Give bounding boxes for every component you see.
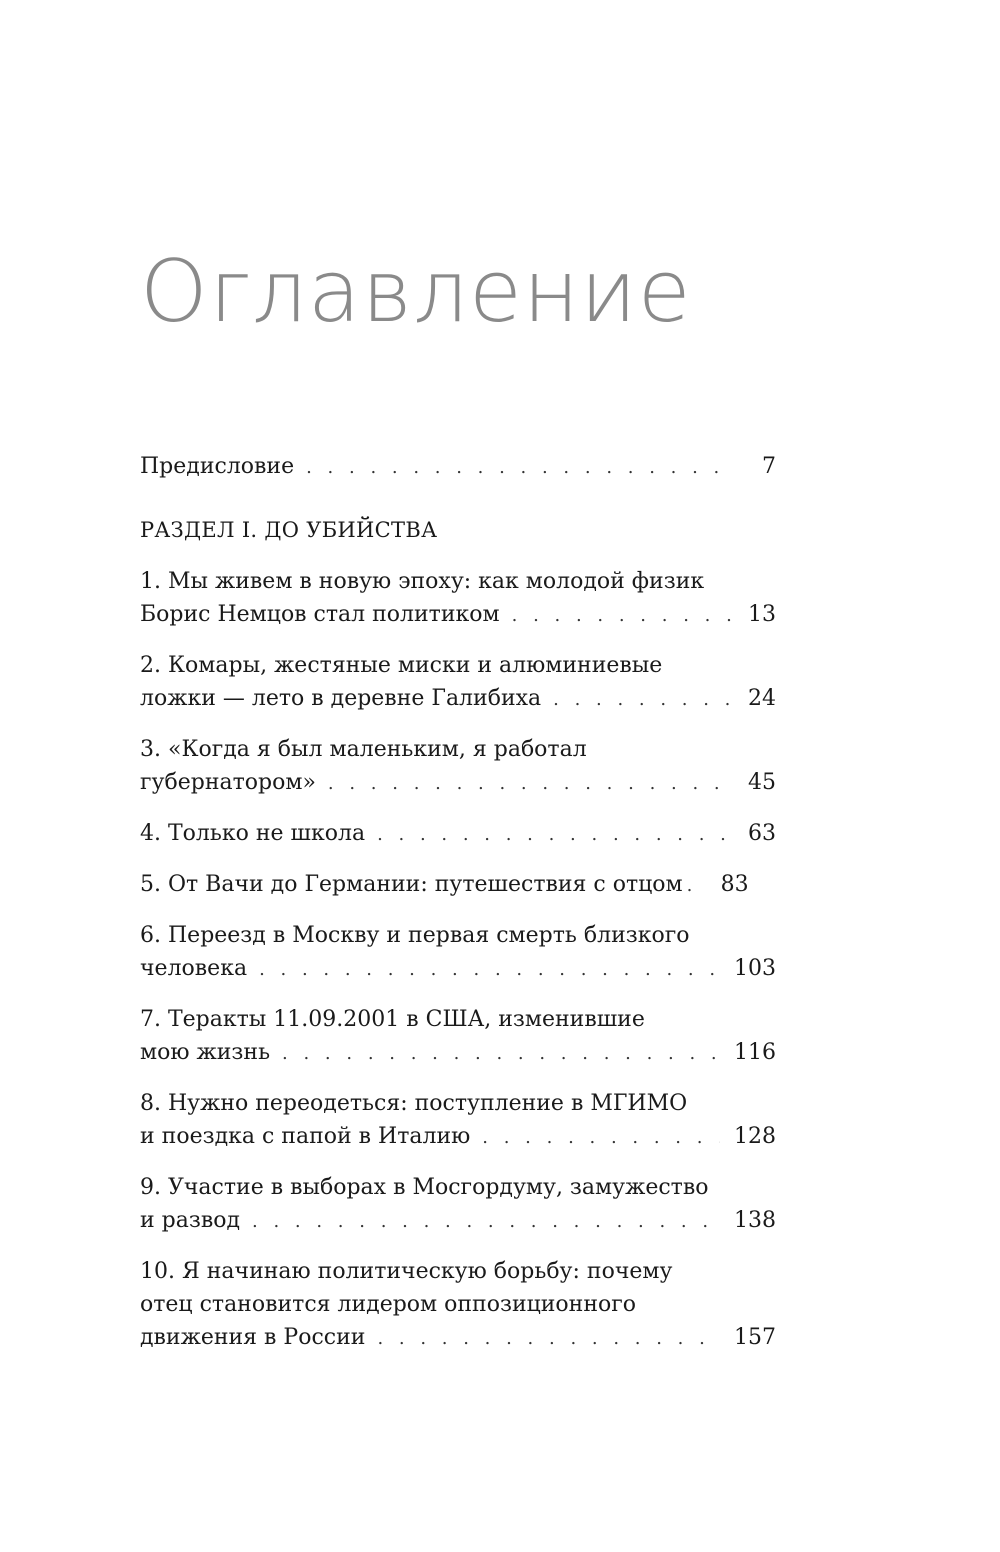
page-number: 13 [748,602,776,627]
entry-title-line: 10. Я начинаю политическую борьбу: почему [140,1259,673,1284]
dot-leader [687,869,701,902]
entry-title: ложки — лето в деревне Галибиха [140,686,542,711]
table-of-contents [140,450,776,1372]
toc-entry-preface[interactable] [140,450,776,484]
page-number: 116 [734,1040,776,1065]
dot-leader [328,767,732,800]
entry-title-line: отец становится лидером оппозиционного [140,1292,637,1317]
dot-leader [377,1322,720,1355]
toc-entry-10[interactable] [140,1255,776,1355]
entry-title: Борис Немцов стал политиком [140,602,500,627]
page-number: 138 [734,1208,776,1233]
dot-leader [259,953,720,986]
toc-entry-7[interactable] [140,1003,776,1070]
dot-leader [252,1205,720,1238]
entry-title: и поездка с папой в Италию [140,1124,471,1149]
toc-entry-3[interactable] [140,733,776,800]
toc-entry-2[interactable] [140,649,776,716]
page-number: 24 [748,686,776,711]
dot-leader [482,1121,720,1154]
toc-entry-9[interactable] [140,1171,776,1238]
page-number: 45 [748,770,776,795]
page-number: 63 [748,821,776,846]
page-number: 7 [762,454,776,479]
page-title: Оглавление [140,242,692,342]
entry-title-line: 9. Участие в выборах в Мосгордуму, замужество [140,1175,709,1200]
entry-title: Предисловие [140,454,295,479]
entry-title: движения в России [140,1325,366,1350]
entry-title: 4. Только не школа [140,821,366,846]
section-heading: РАЗДЕЛ I. ДО УБИЙСТВА [140,518,438,542]
entry-title-line: 8. Нужно переодеться: поступление в МГИМО [140,1091,688,1116]
entry-title: человека [140,956,248,981]
entry-title-line: 2. Комары, жестяные миски и алюминиевые [140,653,663,678]
dot-leader [377,818,732,851]
entry-title: мою жизнь [140,1040,271,1065]
toc-entry-4[interactable] [140,817,776,851]
entry-title-line: 3. «Когда я был маленьким, я работал [140,737,587,762]
entry-title: губернатором» [140,770,316,795]
page-number: 103 [734,956,776,981]
entry-title: и развод [140,1208,241,1233]
dot-leader [282,1037,720,1070]
entry-title: 5. От Вачи до Германии: путешествия с отцом [140,872,683,897]
entry-title-line: 7. Теракты 11.09.2001 в США, изменившие [140,1007,645,1032]
page-number: 157 [734,1325,776,1350]
dot-leader [306,451,732,484]
entry-title-line: 6. Переезд в Москву и первая смерть близкого [140,923,690,948]
page-number: 128 [734,1124,776,1149]
page-number: 83 [720,872,749,897]
toc-entry-1[interactable] [140,565,776,632]
entry-title-line: 1. Мы живем в новую эпоху: как молодой физик [140,569,705,594]
dot-leader [512,599,732,632]
dot-leader [553,683,732,716]
toc-entry-8[interactable] [140,1087,776,1154]
toc-entry-6[interactable] [140,919,776,986]
toc-entry-5[interactable] [140,868,776,902]
